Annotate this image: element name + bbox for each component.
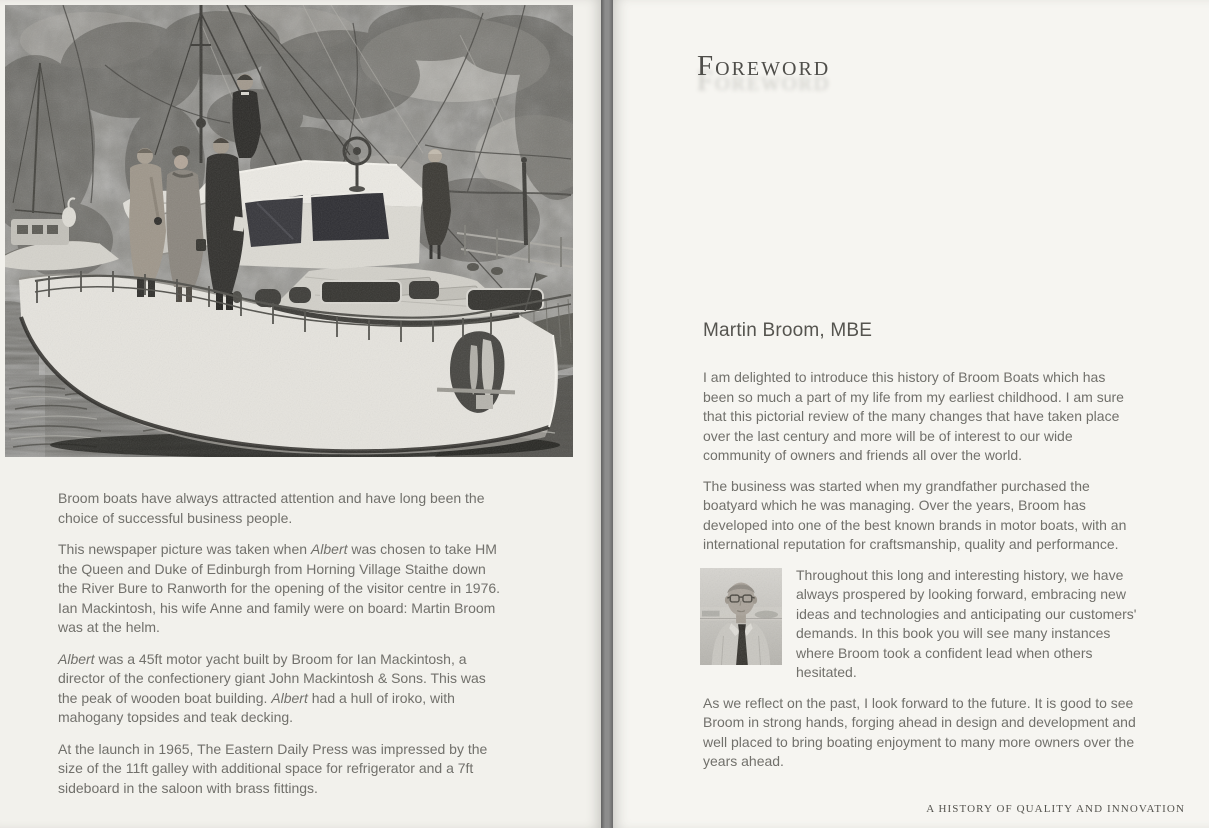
left-page [0, 0, 601, 828]
foreword-paragraph-text: Throughout this long and interesting history, we have always prospered by looking forward, embracing new ideas and technologies and anticipating our customers' demands. In this book you will see many instances where Broom took a confident lead when others hesitated. [796, 566, 1137, 680]
portrait-illustration [700, 568, 782, 665]
foreword-paragraph: The business was started when my grandfather purchased the boatyard which he was managing. Over the years, Broom has developed into one of the best known brands in motor boats, with an international reputation for craftsmanship, quality and performance. [703, 477, 1127, 552]
author-name: Martin Broom, MBE [703, 320, 873, 341]
martin-broom-portrait [700, 568, 782, 665]
yacht-photograph [5, 5, 573, 457]
yacht-photo-illustration [5, 5, 573, 457]
foreword-heading: Foreword [697, 50, 831, 82]
caption-paragraph: Albert was a 45ft motor yacht built by Broom for Ian Mackintosh, a director of the confectionery giant John Mackintosh & Sons. This was the peak of wooden boat building. Albert had a hull of iroko, with mahogany topsides and teak decking. [58, 650, 486, 725]
page-gutter [601, 0, 613, 828]
caption-paragraph: This newspaper picture was taken when Albert was chosen to take HM the Queen and Duke of Edinburgh from Horning Village Staithe down the River Bure to Ranworth for the opening of the visitor centre in 1976. Ian Mackintosh, his wife Anne and family were on board: Martin Broom was at the helm. [58, 541, 501, 635]
foreword-paragraph: As we reflect on the past, I look forward to the future. It is good to see Broom in strong hands, forging ahead in design and development and well placed to bring boating enjoyment to many more owners over the years ahead. [703, 694, 1136, 769]
foreword-paragraph-with-photo [703, 566, 1137, 683]
foreword-paragraph: I am delighted to introduce this history of Broom Boats which has been so much a part of my life from my earliest childhood. I am sure that this pictorial review of the many changes that have taken place over the last century and more will be of interest to our wide community of owners and friends all over the world. [703, 369, 1124, 463]
right-page [613, 0, 1209, 828]
left-page-text [58, 489, 505, 810]
right-page-text [703, 368, 1137, 783]
caption-paragraph: At the launch in 1965, The Eastern Daily Press was impressed by the size of the 11ft galley with additional space for refrigerator and a 7ft sideboard in the saloon with brass fittings. [58, 740, 488, 796]
caption-paragraph: Broom boats have always attracted attention and have long been the choice of successful business people. [58, 490, 485, 526]
page-footer: A HISTORY OF QUALITY AND INNOVATION [926, 803, 1185, 815]
